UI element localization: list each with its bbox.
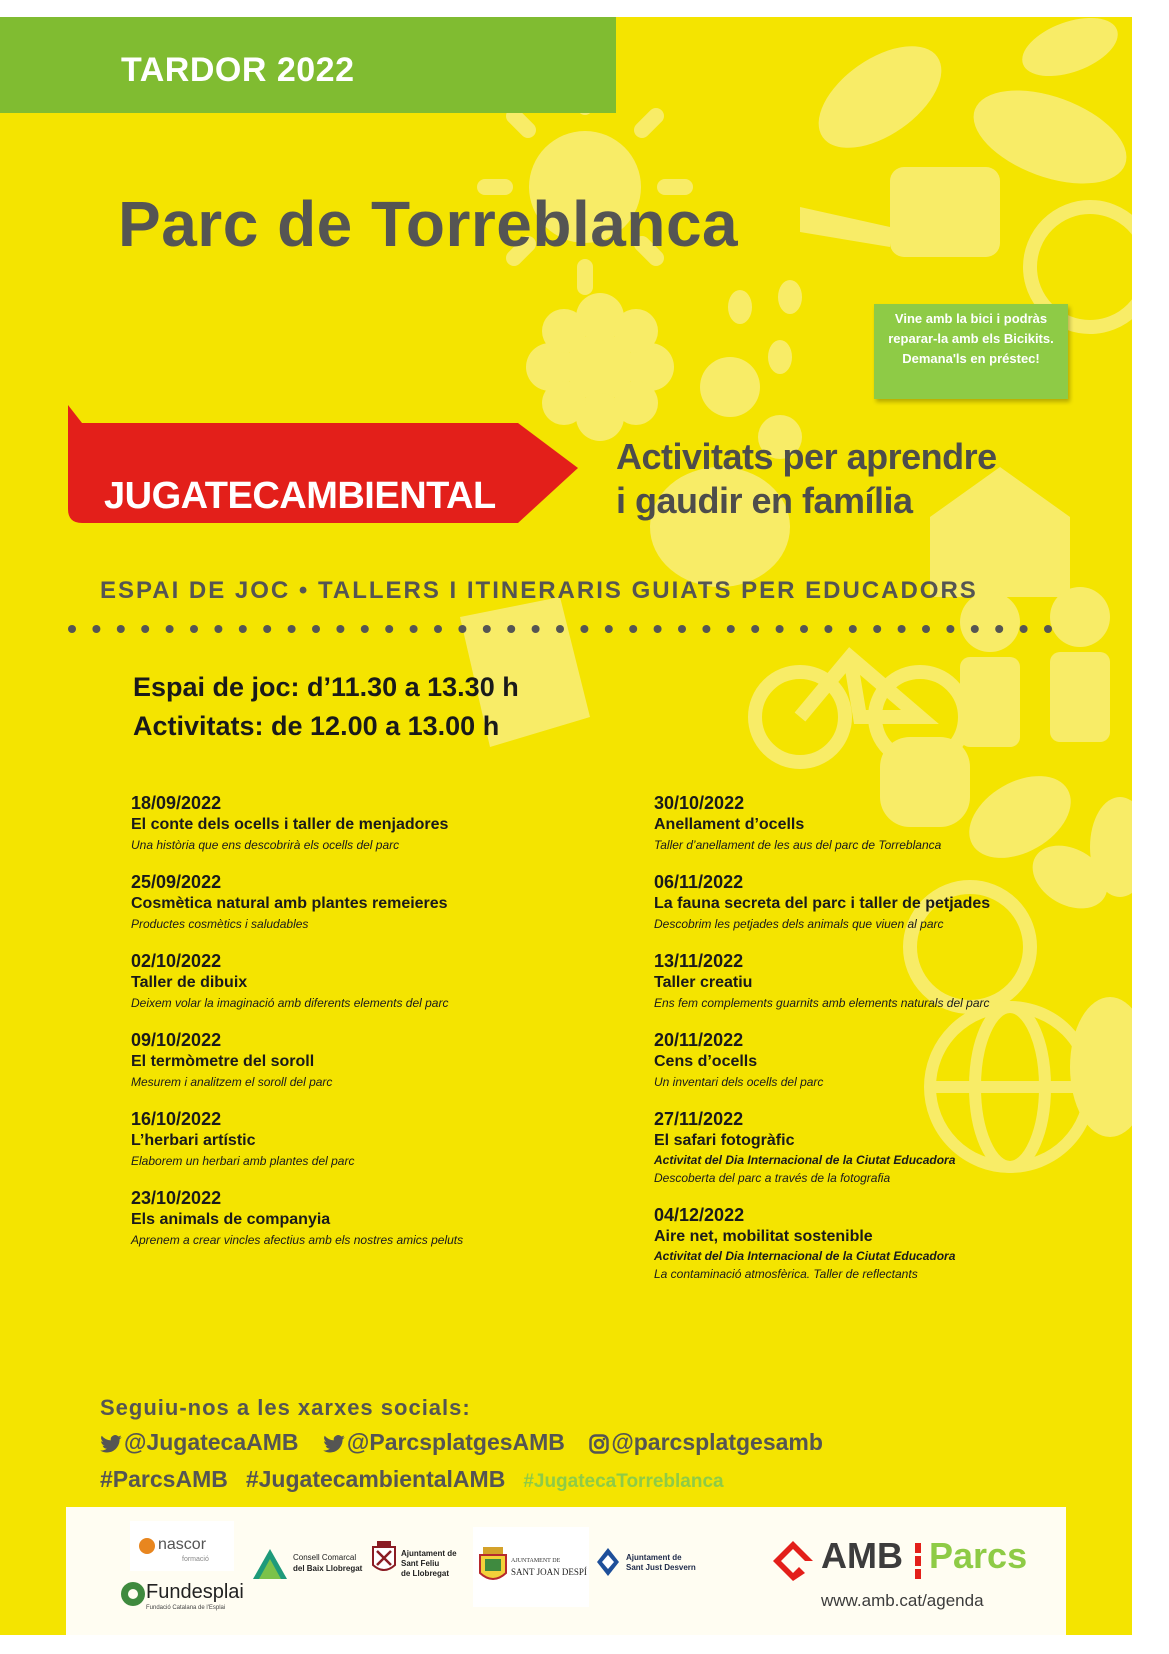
divider-dot [239, 625, 247, 633]
season-label: TARDOR 2022 [121, 51, 355, 89]
divider-dot [507, 625, 515, 633]
event-name: El conte dels ocells i taller de menjadores [131, 816, 449, 833]
event-desc: Taller d’anellament de les aus del parc de Torreblanca [654, 838, 942, 852]
divider-dot [263, 625, 271, 633]
divider-dot [361, 625, 369, 633]
event-name: El safari fotogràfic [654, 1132, 795, 1149]
divider-dot [678, 625, 686, 633]
divider-dot [410, 625, 418, 633]
event-desc: Mesurem i analitzem el soroll del parc [131, 1075, 333, 1089]
sant-feliu-logo [371, 1541, 471, 1589]
event-desc: Deixem volar la imaginació amb diferents elements del parc [131, 996, 449, 1010]
leaf-icon [1014, 17, 1125, 88]
amb-parcs: Parcs [929, 1535, 1028, 1576]
nascor-name: nascor [158, 1536, 207, 1553]
nascor-sub: formació [182, 1556, 209, 1563]
event-item [654, 1204, 1114, 1283]
event-desc: Ens fem complements guarnits amb elements naturals del parc [654, 996, 990, 1010]
event-name: La fauna secreta del parc i taller de petjades [654, 895, 991, 912]
event-desc: Elaborem un herbari amb plantes del parc [131, 1154, 355, 1168]
divider-dot [946, 625, 954, 633]
fundesplai-icon [120, 1581, 146, 1607]
divider-dot [1020, 625, 1028, 633]
consell-comarcal-icon [251, 1547, 289, 1581]
social-instagram[interactable] [589, 1424, 823, 1461]
twitter-handle-2: @ParcsplatgesAMB [346, 1429, 565, 1455]
divider-dot [556, 625, 564, 633]
divider-dot [117, 625, 125, 633]
divider-dot [434, 625, 442, 633]
divider-dot [751, 625, 759, 633]
divider-dot [458, 625, 466, 633]
event-name: Taller de dibuix [131, 974, 248, 991]
sant-joan-line-1: AJUNTAMENT DE [511, 1558, 561, 1564]
event-name: El termòmetre del soroll [131, 1053, 315, 1070]
nascor-logo [130, 1521, 234, 1571]
divider-dot [141, 625, 149, 633]
tagline-line-1: Activitats per aprendre [616, 436, 997, 477]
sant-just-line-2: Sant Just Desvern [626, 1563, 696, 1572]
event-desc: Descobrim les petjades dels animals que viuen al parc [654, 917, 944, 931]
subtitle: ESPAI DE JOC • TALLERS I ITINERARIS GUIATS PER EDUCADORS [100, 577, 978, 604]
event-desc: La contaminació atmosfèrica. Taller de reflectants [654, 1267, 918, 1281]
nascor-icon [138, 1537, 156, 1555]
sant-just-crest-icon [596, 1547, 620, 1577]
tagline-line-2: i gaudir en família [616, 480, 913, 521]
fundesplai-sub: Fundació Catalana de l'Esplai [146, 1605, 226, 1611]
amb-url[interactable]: www.amb.cat/agenda [821, 1591, 984, 1610]
hashtag-3: #JugatecaTorreblanca [523, 1471, 724, 1492]
divider-dot [312, 625, 320, 633]
divider-dot [92, 625, 100, 633]
event-item [654, 1029, 1114, 1091]
event-name: L’herbari artístic [131, 1132, 256, 1149]
event-date: 02/10/2022 [131, 951, 222, 971]
event-desc: Un inventari dels ocells del parc [654, 1075, 824, 1089]
sant-feliu-line-2: Sant Feliu [401, 1559, 440, 1568]
consell-comarcal-logo [251, 1547, 371, 1587]
twitter-icon [323, 1435, 345, 1453]
consell-line-1: Consell Comarcal [293, 1553, 357, 1562]
fundesplai-name: Fundesplai [146, 1581, 244, 1603]
divider-dot [800, 625, 808, 633]
divider-dot [654, 625, 662, 633]
amb-logo-icon [771, 1539, 815, 1583]
social-twitter-2[interactable] [323, 1424, 565, 1461]
event-date: 09/10/2022 [131, 1030, 222, 1050]
instagram-handle: @parcsplatgesamb [611, 1429, 823, 1455]
twitter-icon [100, 1435, 122, 1453]
event-name: Taller creatiu [654, 974, 753, 991]
event-item [131, 792, 601, 854]
sant-joan-despi-logo [473, 1527, 589, 1607]
event-date: 16/10/2022 [131, 1109, 222, 1129]
divider-dot [385, 625, 393, 633]
event-date: 27/11/2022 [654, 1109, 744, 1129]
divider-dot [166, 625, 174, 633]
poster [0, 17, 1132, 1635]
sant-feliu-line-1: Ajuntament de [401, 1549, 457, 1558]
event-item [654, 871, 1114, 933]
event-item [654, 950, 1114, 1012]
divider-dot [336, 625, 344, 633]
divider-dot [532, 625, 540, 633]
sant-feliu-line-3: de Llobregat [401, 1569, 450, 1578]
event-name: Anellament d’ocells [654, 816, 805, 833]
schedule-espai: Espai de joc: d’11.30 a 13.30 h [133, 672, 519, 702]
divider-dot [727, 625, 735, 633]
hashtag-2: #JugatecambientalAMB [245, 1466, 506, 1492]
season-banner [0, 17, 616, 113]
divider-dot [776, 625, 784, 633]
social-section [100, 1392, 841, 1500]
schedule [133, 668, 519, 746]
event-desc: Productes cosmètics i saludables [131, 917, 309, 931]
social-handles [100, 1424, 841, 1461]
divider-dot [995, 625, 1003, 633]
sponsor-footer [66, 1507, 1066, 1635]
event-item [131, 1108, 601, 1170]
divider-dot [629, 625, 637, 633]
amb-divider [915, 1543, 921, 1579]
event-name: Cosmètica natural amb plantes remeieres [131, 895, 448, 912]
divider-dot [68, 625, 76, 633]
divider-dot [922, 625, 930, 633]
page-title: Parc de Torreblanca [118, 188, 739, 260]
divider-dot [580, 625, 588, 633]
divider-dot [483, 625, 491, 633]
watering-can-icon [890, 167, 1000, 257]
consell-line-2: del Baix Llobregat [293, 1564, 363, 1573]
event-date: 25/09/2022 [131, 872, 222, 892]
banner-label: JUGATECAMBIENTAL [104, 475, 496, 517]
divider-dot [288, 625, 296, 633]
sant-joan-line-2: SANT JOAN DESPÍ [511, 1567, 587, 1577]
event-item [654, 792, 1114, 854]
event-date: 30/10/2022 [654, 793, 745, 813]
event-item [131, 871, 601, 933]
tagline [616, 435, 1076, 523]
sant-just-line-1: Ajuntament de [626, 1553, 682, 1562]
event-extra: Activitat del Dia Internacional de la Ciutat Educadora [654, 1249, 956, 1263]
event-date: 20/11/2022 [654, 1030, 744, 1050]
sant-feliu-crest-icon [371, 1541, 397, 1577]
event-name: Els animals de companyia [131, 1211, 331, 1228]
divider-dot [873, 625, 881, 633]
divider-dot [1044, 625, 1052, 633]
divider-dot [971, 625, 979, 633]
leaf-icon [801, 26, 959, 169]
event-name: Cens d’ocells [654, 1053, 758, 1070]
divider-dot [898, 625, 906, 633]
dotted-divider [68, 623, 1052, 635]
hashtag-1: #ParcsAMB [100, 1466, 228, 1492]
events-left-column [131, 792, 601, 1266]
sant-just-desvern-logo [596, 1547, 716, 1587]
event-extra: Activitat del Dia Internacional de la Ciutat Educadora [654, 1153, 956, 1167]
event-item [131, 1187, 601, 1249]
divider-dot [214, 625, 222, 633]
events-right-column [654, 792, 1114, 1300]
divider-dot [702, 625, 710, 633]
event-desc: Una història que ens descobrirà els ocells del parc [131, 838, 400, 852]
social-twitter-1[interactable] [100, 1424, 299, 1461]
event-date: 04/12/2022 [654, 1205, 745, 1225]
divider-dot [824, 625, 832, 633]
divider-dot [605, 625, 613, 633]
event-date: 23/10/2022 [131, 1188, 222, 1208]
event-desc: Aprenem a crear vincles afectius amb els nostres amics peluts [131, 1233, 464, 1247]
event-date: 18/09/2022 [131, 793, 222, 813]
event-name: Aire net, mobilitat sostenible [654, 1228, 873, 1245]
event-item [131, 1029, 601, 1091]
sant-joan-crest-icon [477, 1547, 509, 1587]
event-date: 13/11/2022 [654, 951, 744, 971]
fundesplai-logo [120, 1575, 244, 1619]
twitter-handle-1: @JugatecaAMB [124, 1429, 299, 1455]
social-hashtags [100, 1461, 841, 1500]
instagram-icon [589, 1434, 609, 1454]
event-desc: Descoberta del parc a través de la fotografia [654, 1171, 891, 1185]
divider-dot [190, 625, 198, 633]
schedule-activitats: Activitats: de 12.00 a 13.00 h [133, 711, 500, 741]
bici-note: Vine amb la bici i podràs reparar-la amb els Bicikits. Demana'ls en préstec! [874, 304, 1068, 399]
amb-name: AMB [821, 1535, 903, 1576]
event-item [131, 950, 601, 1012]
event-item [654, 1108, 1114, 1187]
event-date: 06/11/2022 [654, 872, 744, 892]
social-heading: Seguiu-nos a les xarxes socials: [100, 1395, 471, 1420]
divider-dot [849, 625, 857, 633]
